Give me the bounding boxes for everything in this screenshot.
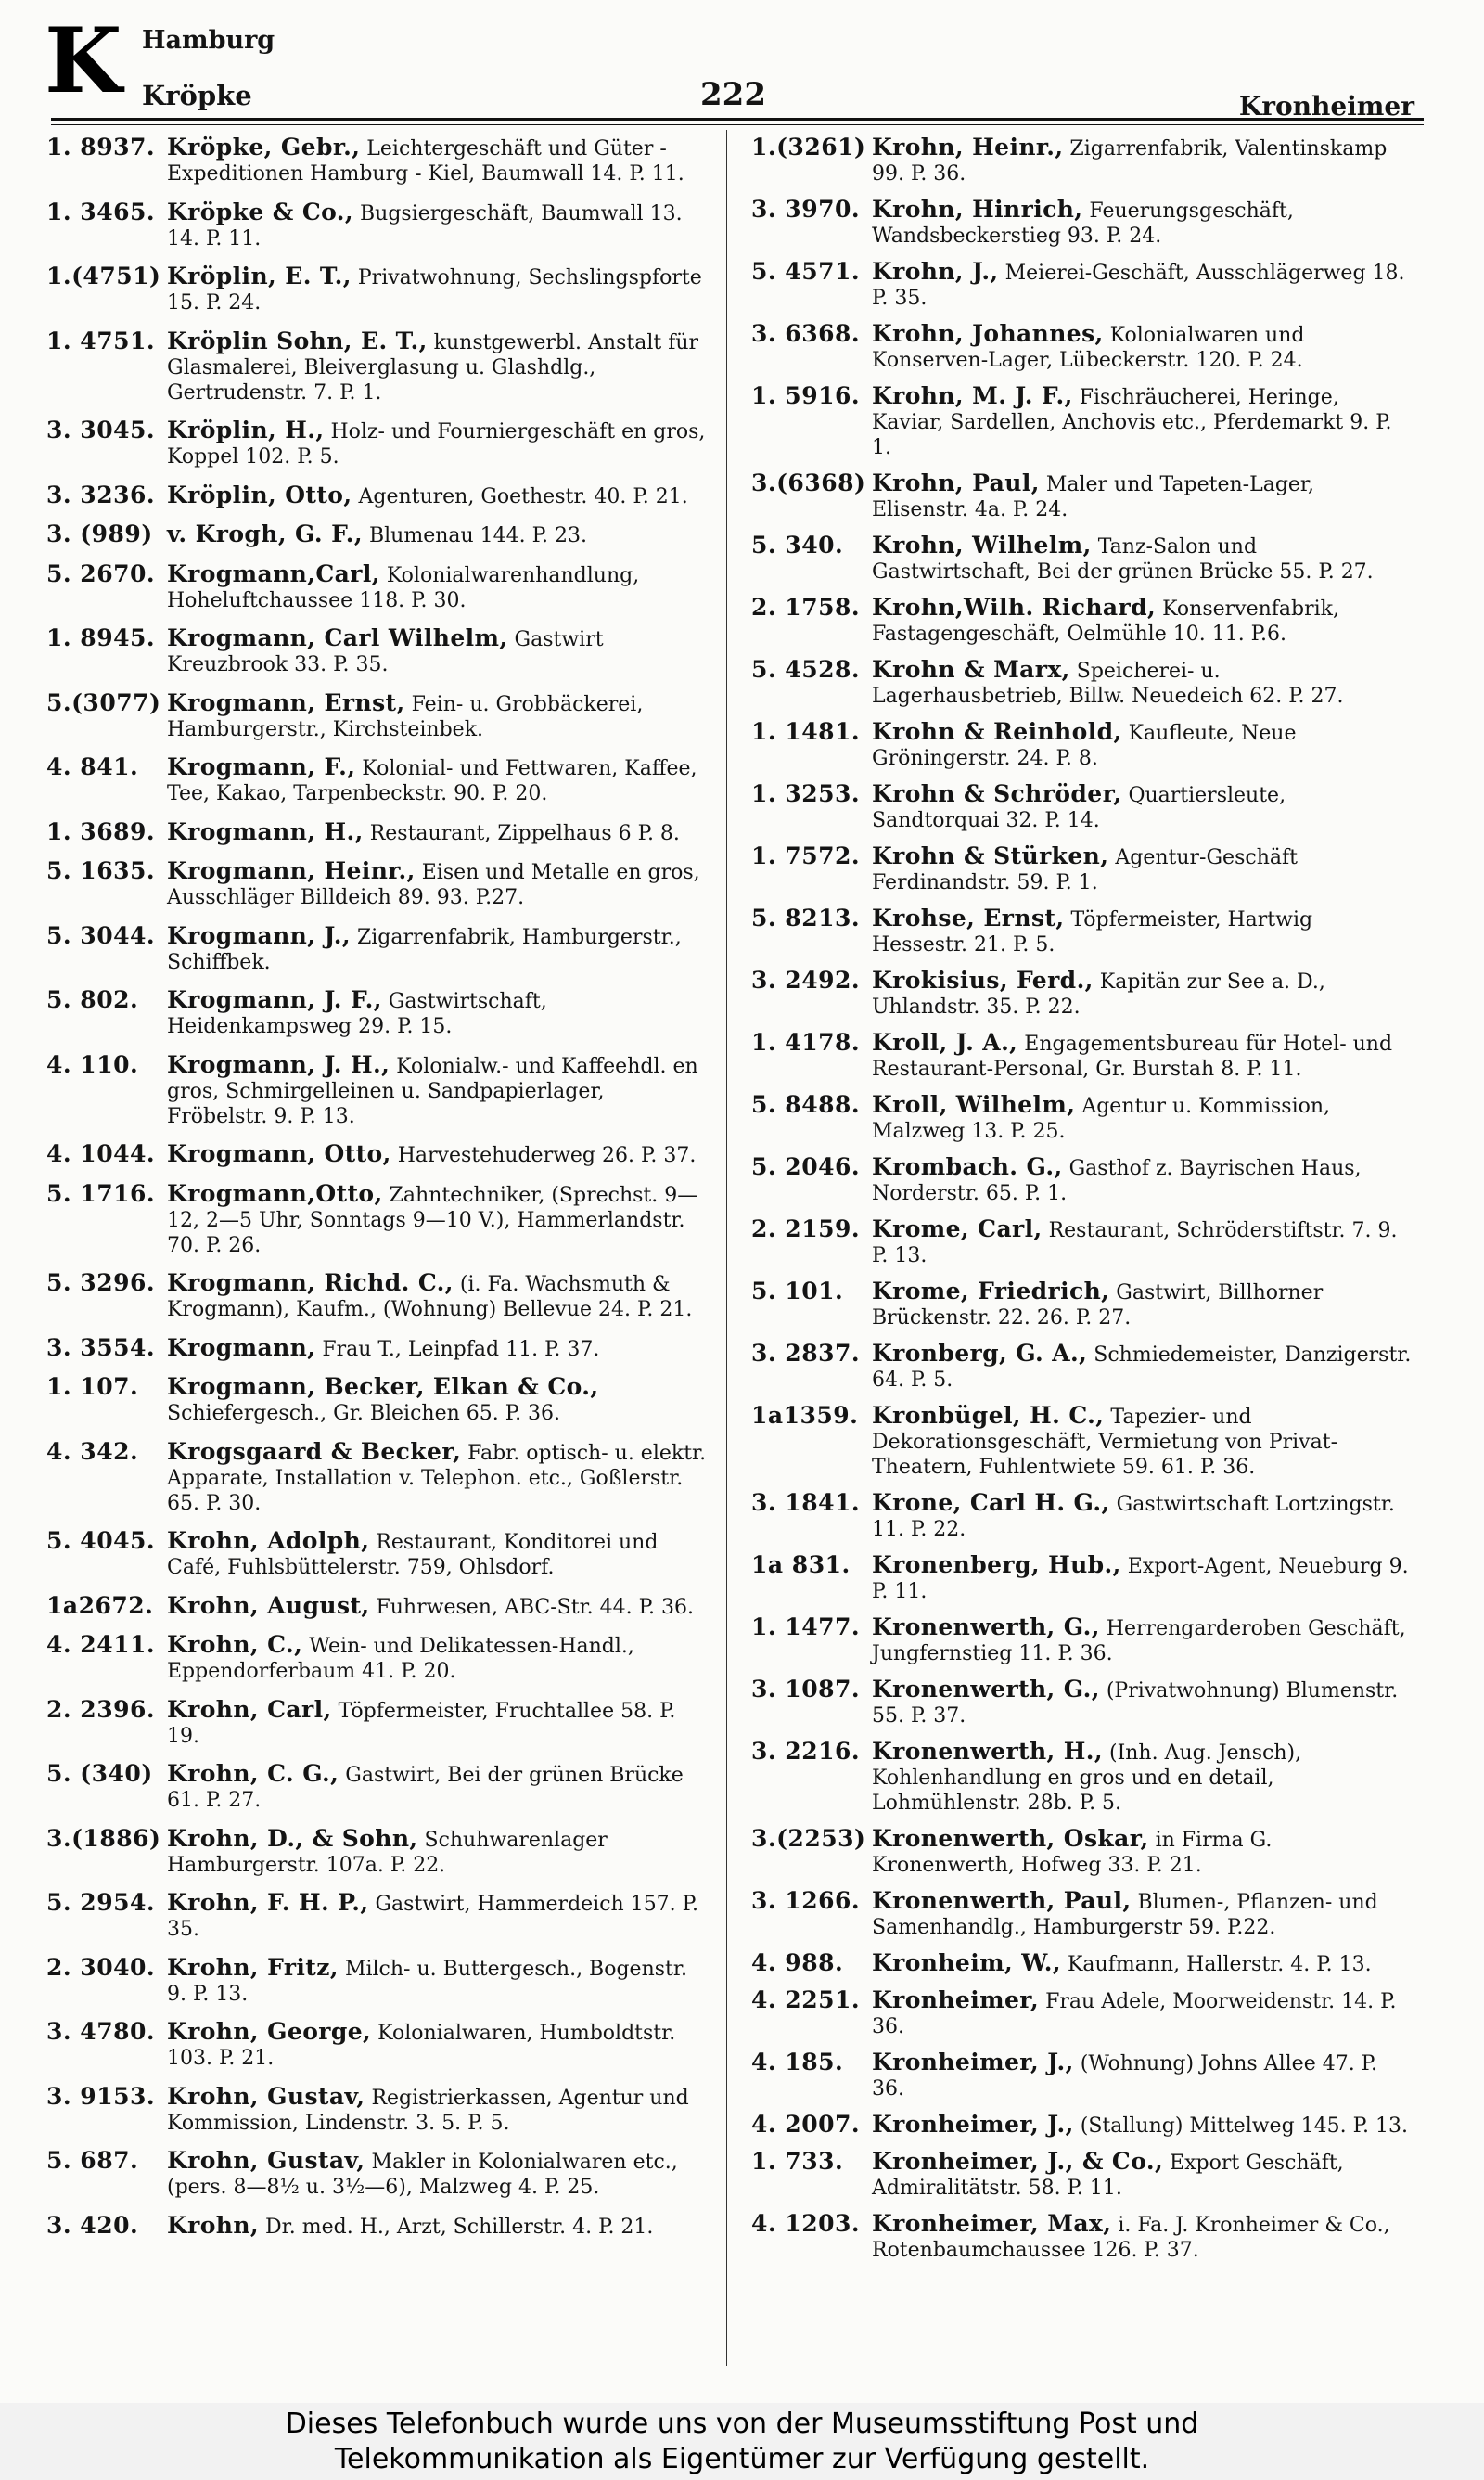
entry-details: Agenturen, Goethestr. 40. P. 21. (352, 484, 688, 508)
entry-details: Zigarrenfabrik, Valentinskamp 99. P. 36. (872, 137, 1388, 186)
entry-details: Fabr. optisch- u. elektr. Apparate, Installation v. Telephon. etc., Goßlerstr. 65. P. 30. (167, 1441, 707, 1515)
right-column (751, 135, 1412, 2273)
directory-entry (46, 858, 707, 910)
entry-name: Krohn, M. J. F., (872, 382, 1073, 409)
entry-details: Restaurant, Zippelhaus 6 P. 8. (363, 821, 680, 845)
entry-name: Krohn, Carl, (167, 1695, 332, 1723)
entry-details: in Firma G. Kronenwerth, Hofweg 33. P. 21. (872, 1829, 1273, 1877)
directory-entry (751, 719, 1412, 771)
directory-entry (46, 625, 707, 677)
entry-details: Gasthof z. Bayrischen Haus, Norderstr. 65. P. 1. (872, 1157, 1362, 1205)
header-city: Hamburg (142, 26, 275, 55)
footer-notice (0, 2403, 1484, 2480)
directory-entry (751, 1614, 1412, 1666)
entry-phone-number: 2. 3040. (46, 1953, 156, 1981)
entry-phone-number: 3. (989) (46, 520, 153, 547)
entry-details: Meierei-Geschäft, Ausschlägerweg 18. P. 35. (872, 262, 1405, 310)
directory-entry (751, 2149, 1412, 2201)
entry-details: Kaufmann, Hallerstr. 4. P. 13. (1060, 1953, 1372, 1976)
entry-phone-number: 5. 8213. (751, 905, 861, 932)
entry-phone-number: 5. 687. (46, 2147, 139, 2174)
directory-entry (751, 2050, 1412, 2101)
entry-details: Blumenau 144. P. 23. (362, 524, 587, 547)
directory-entry (46, 1052, 707, 1129)
directory-entry (751, 321, 1412, 373)
directory-entry (751, 2112, 1412, 2139)
directory-entry (46, 923, 707, 975)
entry-details: Gastwirt, Billhorner Brückenstr. 22. 26. P. 27. (872, 1281, 1324, 1330)
directory-entry (46, 2084, 707, 2136)
entry-name: Kronberg, G. A., (872, 1340, 1088, 1367)
header-left-keyword: Kröpke (142, 80, 252, 111)
entry-details: Fein- u. Grobbäckerei, Hamburgerstr., Kirchsteinbek. (167, 692, 644, 741)
directory-entry (751, 1826, 1412, 1878)
entry-details: Wein- und Delikatessen-Handl., Eppendorferbaum 41. P. 20. (167, 1635, 634, 1683)
directory-entry (46, 1439, 707, 1516)
directory-entry (751, 383, 1412, 460)
entry-details: (Stallung) Mittelweg 145. P. 13. (1073, 2114, 1408, 2138)
entry-name: Krohn, August, (167, 1591, 370, 1619)
entry-name: Krohn & Marx, (872, 656, 1070, 683)
entry-name: Krogmann, J. H., (167, 1050, 390, 1078)
entry-name: Krogmann, Ernst, (167, 688, 405, 716)
entry-phone-number: 1.(4751) (46, 263, 161, 289)
entry-details: (Wohnung) Johns Allee 47. P. 36. (872, 2052, 1378, 2101)
entry-phone-number: 1a1359. (751, 1402, 859, 1429)
entry-phone-number: 5. 101. (751, 1278, 844, 1304)
entry-phone-number: 4. 988. (751, 1949, 844, 1976)
entry-details: Kapitän zur See a. D., Uhlandstr. 35. P. 22. (872, 970, 1325, 1019)
directory-entry (751, 533, 1412, 585)
entry-name: Krogmann, H., (167, 817, 364, 845)
entry-phone-number: 5. 3044. (46, 921, 156, 949)
entry-phone-number: 4. 185. (751, 2049, 844, 2075)
entry-phone-number: 4. 1044. (46, 1140, 156, 1167)
entry-phone-number: 4. 342. (46, 1437, 139, 1465)
entry-phone-number: 5. 1635. (46, 857, 156, 884)
entry-name: Kröpke & Co., (167, 198, 354, 225)
directory-entry (751, 1490, 1412, 1542)
directory-entry (46, 1890, 707, 1942)
entry-details: Gastwirtschaft, Heidenkampsweg 29. P. 15. (167, 990, 547, 1038)
entry-name: Krogmann, Becker, Elkan & Co., (167, 1373, 599, 1400)
entry-phone-number: 3. 3970. (751, 196, 861, 223)
column-divider (726, 130, 727, 2366)
entry-phone-number: 1a 831. (751, 1551, 851, 1578)
section-letter: K (45, 8, 122, 113)
directory-entry (46, 1141, 707, 1168)
directory-entry (751, 2211, 1412, 2263)
entry-phone-number: 4. 110. (46, 1050, 139, 1078)
entry-details: Kolonialwaren, Humboldtstr. 103. P. 21. (167, 2022, 676, 2070)
directory-entry (46, 754, 707, 806)
directory-entry (751, 843, 1412, 895)
entry-name: Krogmann, Heinr., (167, 857, 416, 884)
entry-details: Frau T., Leinpfad 11. P. 37. (315, 1337, 600, 1361)
entry-details: Gastwirt, Hammerdeich 157. P. 35. (167, 1893, 699, 1941)
entry-phone-number: 1. 733. (751, 2148, 844, 2175)
entry-name: Kröplin, E. T., (167, 263, 352, 289)
entry-details: Restaurant, Konditorei und Café, Fuhlsbüttelerstr. 759, Ohlsdorf. (167, 1531, 659, 1579)
entry-phone-number: 2. 2159. (751, 1215, 861, 1242)
footer-line-2: Telekommunikation als Eigentümer zur Verfügung gestellt. (334, 2443, 1150, 2475)
entry-details: Gastwirtschaft Lortzingstr. 11. P. 22. (872, 1493, 1395, 1541)
entry-name: Kronenwerth, Paul, (872, 1887, 1132, 1914)
header-rule-thick (51, 118, 1424, 121)
entry-details: Agentur-Geschäft Ferdinandstr. 59. P. 1. (872, 846, 1298, 894)
entry-details: Fischräucherei, Heringe, Kaviar, Sardellen, Anchovis etc., Pferdemarkt 9. P. 1. (872, 386, 1392, 459)
directory-entry (46, 135, 707, 186)
entry-phone-number: 1. 8945. (46, 624, 156, 651)
entry-details: Leichtergeschäft und Güter - Expeditionen Hamburg - Kiel, Baumwall 14. P. 11. (167, 137, 684, 186)
entry-name: Krogmann, J. F., (167, 986, 382, 1013)
entry-name: Krohn, C., (167, 1631, 303, 1658)
entry-name: Krogmann, (167, 1333, 316, 1361)
directory-entry (751, 1279, 1412, 1330)
entry-name: Kröplin, Otto, (167, 481, 352, 508)
entry-details: Speicherei- u. Lagerhausbetrieb, Billw. Neuedeich 62. P. 27. (872, 660, 1344, 708)
entry-phone-number: 3. 3045. (46, 417, 156, 443)
entry-name: Kronenwerth, H., (872, 1738, 1103, 1765)
entry-details: i. Fa. J. Kronheimer & Co., Rotenbaumchaussee 126. P. 37. (872, 2214, 1390, 2262)
directory-entry (46, 2148, 707, 2200)
entry-details: Blumen-, Pflanzen- und Samenhandlg., Hamburgerstr 59. P.22. (872, 1891, 1378, 1939)
entry-name: Krohn, George, (167, 2018, 372, 2045)
entry-details: Töpfermeister, Hartwig Hessestr. 21. P. 5. (872, 908, 1313, 957)
entry-name: Krohn & Stürken, (872, 842, 1109, 869)
entry-details: Quartiersleute, Sandtorquai 32. P. 14. (872, 784, 1286, 832)
entry-phone-number: 4. 2007. (751, 2111, 861, 2138)
entry-phone-number: 5. 2046. (751, 1153, 861, 1180)
entry-details: Schuhwarenlager Hamburgerstr. 107a. P. 22. (167, 1828, 608, 1877)
entry-name: Kronenwerth, Oskar, (872, 1825, 1149, 1852)
entry-details: Milch- u. Buttergesch., Bogenstr. 9. P. 13. (167, 1957, 687, 2006)
entry-details: Tanz-Salon und Gastwirtschaft, Bei der grünen Brücke 55. P. 27. (872, 535, 1374, 584)
directory-entry (46, 1632, 707, 1684)
directory-entry (751, 259, 1412, 311)
entry-phone-number: 3. 6368. (751, 320, 861, 347)
entry-details: Töpfermeister, Fruchtallee 58. P. 19. (167, 1699, 676, 1748)
entry-details: Restaurant, Schröderstiftstr. 7. 9. P. 13. (872, 1219, 1398, 1267)
footer-line-1: Dieses Telefonbuch wurde uns von der Museumsstiftung Post und (285, 2408, 1199, 2440)
entry-name: Krohn, Paul, (872, 469, 1040, 496)
entry-name: Krohn, Heinr., (872, 134, 1064, 161)
entry-name: Krombach. G., (872, 1153, 1063, 1180)
entry-name: Krogmann, Richd. C., (167, 1269, 454, 1296)
directory-entry (46, 1181, 707, 1258)
entry-details: (i. Fa. Wachsmuth & Krogmann), Kaufm., (Wohnung) Bellevue 24. P. 21. (167, 1273, 693, 1321)
entry-details: Bugsiergeschäft, Baumwall 13. 14. P. 11. (167, 201, 683, 251)
directory-entry (751, 197, 1412, 249)
entry-details: Feuerungsgeschäft, Wandsbeckerstieg 93. P. 24. (872, 199, 1294, 248)
entry-phone-number: 5. (340) (46, 1760, 153, 1787)
entry-phone-number: 3. 9153. (46, 2082, 156, 2110)
directory-entry (46, 987, 707, 1039)
entry-phone-number: 5. 2954. (46, 1889, 156, 1916)
page-number: 222 (700, 76, 766, 113)
entry-details: Gastwirt Kreuzbrook 33. P. 35. (167, 628, 604, 676)
entry-name: Krohn, Adolph, (167, 1527, 370, 1554)
entry-name: Kröpke, Gebr., (167, 134, 361, 161)
entry-name: Krokisius, Ferd., (872, 967, 1094, 994)
entry-details: Eisen und Metalle en gros, Ausschläger Billdeich 89. 93. P.27. (167, 861, 700, 909)
entry-phone-number: 1. 4751. (46, 327, 156, 354)
entry-phone-number: 3. 2216. (751, 1738, 861, 1765)
directory-entry (751, 657, 1412, 709)
directory-entry (46, 1955, 707, 2007)
entry-name: Krohn, Gustav, (167, 2082, 365, 2110)
entry-details: Herrengarderoben Geschäft, Jungfernstieg 11. P. 36. (872, 1617, 1406, 1665)
entry-details: Schmiedemeister, Danzigerstr. 64. P. 5. (872, 1343, 1412, 1392)
entry-details: Zahntechniker, (Sprechst. 9—12, 2—5 Uhr, Sonntags 9—10 V.), Hammerlandstr. 70. P. 26. (167, 1183, 698, 1257)
entry-details: Privatwohnung, Sechslingspforte 15. P. 24. (167, 266, 702, 315)
entry-phone-number: 1. 4178. (751, 1029, 861, 1056)
entry-name: Krohn, (167, 2211, 260, 2239)
entry-phone-number: 2. 2396. (46, 1695, 156, 1723)
entry-name: Krohn, Fritz, (167, 1953, 339, 1981)
entry-name: Krohn, Johannes, (872, 320, 1104, 347)
directory-entry (46, 561, 707, 613)
entry-name: Krohn, D., & Sohn, (167, 1824, 418, 1852)
directory-entry (46, 418, 707, 469)
entry-name: Krome, Carl, (872, 1215, 1043, 1242)
entry-name: Kronenwerth, G., (872, 1613, 1100, 1640)
entry-phone-number: 5.(3077) (46, 688, 161, 716)
entry-name: Kronbügel, H. C., (872, 1402, 1105, 1429)
entry-phone-number: 1. 8937. (46, 134, 156, 161)
entry-phone-number: 4. 1203. (751, 2210, 861, 2237)
directory-entry (46, 199, 707, 251)
entry-name: Krogsgaard & Becker, (167, 1437, 462, 1465)
entry-details: Makler in Kolonialwaren etc., (pers. 8—8½ u. 3½—6), Malzweg 4. P. 25. (167, 2151, 678, 2199)
entry-phone-number: 1. 107. (46, 1373, 139, 1400)
entry-name: Kronenwerth, G., (872, 1676, 1100, 1703)
entry-details: Gastwirt, Bei der grünen Brücke 61. P. 27. (167, 1764, 684, 1812)
entry-name: Krome, Friedrich, (872, 1278, 1110, 1304)
entry-phone-number: 5. 1716. (46, 1179, 156, 1207)
entry-phone-number: 5. 2670. (46, 559, 156, 587)
directory-entry (751, 1739, 1412, 1816)
entry-name: Kronheimer, J., & Co., (872, 2148, 1164, 2175)
entry-phone-number: 3. 4780. (46, 2018, 156, 2045)
directory-entry (46, 328, 707, 405)
header-right-keyword: Kronheimer (1238, 91, 1414, 122)
entry-phone-number: 1. 1477. (751, 1613, 861, 1640)
entry-details: Konservenfabrik, Fastagengeschäft, Oelmühle 10. 11. P.6. (872, 598, 1339, 646)
entry-name: Krohn & Reinhold, (872, 718, 1122, 745)
entry-phone-number: 1. 3689. (46, 817, 156, 845)
directory-entry (46, 690, 707, 742)
entry-phone-number: 3. 2492. (751, 967, 861, 994)
entry-phone-number: 5. 802. (46, 986, 139, 1013)
entry-details: (Inh. Aug. Jensch), Kohlenhandlung en gros und en detail, Lohmühlenstr. 28b. P. 5. (872, 1741, 1302, 1815)
directory-entry (46, 1374, 707, 1426)
entry-name: Kröplin Sohn, E. T., (167, 327, 428, 354)
directory-entry (46, 1761, 707, 1813)
entry-phone-number: 3. 1087. (751, 1676, 861, 1703)
directory-entry (751, 781, 1412, 833)
directory-entry (751, 1950, 1412, 1977)
entry-details: Holz- und Fourniergeschäft en gros, Koppel 102. P. 5. (167, 420, 706, 469)
entry-name: Krohn, C. G., (167, 1760, 339, 1787)
directory-entry (751, 1677, 1412, 1728)
entry-phone-number: 1. 3253. (751, 780, 861, 807)
directory-entry (46, 521, 707, 548)
entry-details: Frau Adele, Moorweidenstr. 14. P. 36. (872, 1990, 1397, 2038)
directory-entry (46, 1270, 707, 1322)
entry-phone-number: 5. 8488. (751, 1091, 861, 1118)
entry-name: Krogmann, Carl Wilhelm, (167, 624, 508, 651)
directory-entry (751, 1987, 1412, 2039)
entry-details: Zigarrenfabrik, Hamburgerstr., Schiffbek. (167, 925, 682, 974)
directory-entry (46, 1528, 707, 1580)
directory-entry (751, 1403, 1412, 1480)
entry-details: Registrierkassen, Agentur und Kommission, Lindenstr. 3. 5. P. 5. (167, 2086, 689, 2135)
entry-name: Krohn, Wilhelm, (872, 532, 1092, 559)
directory-entry (46, 2213, 707, 2240)
entry-phone-number: 3. 3236. (46, 481, 156, 508)
directory-entry (46, 1593, 707, 1620)
entry-details: Fuhrwesen, ABC-Str. 44. P. 36. (369, 1595, 694, 1619)
entry-details: Kolonialwaren und Konserven-Lager, Lübeckerstr. 120. P. 24. (872, 324, 1305, 372)
entry-name: Kronenberg, Hub., (872, 1551, 1121, 1578)
directory-entry (751, 1216, 1412, 1268)
entry-details: Agentur u. Kommission, Malzweg 13. P. 25. (872, 1095, 1331, 1143)
entry-details: Kolonial- und Fettwaren, Kaffee, Tee, Kakao, Tarpenbeckstr. 90. P. 20. (167, 757, 697, 805)
directory-entry (751, 595, 1412, 647)
entry-phone-number: 1. 5916. (751, 382, 861, 409)
entry-name: Krohse, Ernst, (872, 905, 1065, 932)
entry-details: Export Geschäft, Admiralitätstr. 58. P. 11. (872, 2152, 1344, 2200)
entry-phone-number: 4. 2411. (46, 1631, 156, 1658)
directory-entry (751, 968, 1412, 1020)
entry-phone-number: 2. 1758. (751, 594, 861, 621)
entry-name: v. Krogh, G. F., (167, 520, 363, 547)
directory-entry (46, 482, 707, 509)
entry-details: Maler und Tapeten-Lager, Elisenstr. 4a. P. 24. (872, 473, 1315, 521)
entry-phone-number: 1.(3261) (751, 134, 866, 161)
entry-name: Krogmann,Otto, (167, 1179, 383, 1207)
entry-name: Krohn,Wilh. Richard, (872, 594, 1157, 621)
entry-phone-number: 1a2672. (46, 1591, 154, 1619)
entry-phone-number: 3. 420. (46, 2211, 139, 2239)
entry-details: Kaufleute, Neue Gröningerstr. 24. P. 8. (872, 722, 1297, 770)
directory-entry (751, 1888, 1412, 1940)
entry-details: Kolonialwarenhandlung, Hoheluftchaussee 118. P. 30. (167, 563, 640, 612)
directory-entry (751, 135, 1412, 186)
entry-name: Krone, Carl H. G., (872, 1489, 1110, 1516)
entry-phone-number: 1. 7572. (751, 842, 861, 869)
entry-name: Kronheimer, J., (872, 2111, 1074, 2138)
entry-name: Krogmann, Otto, (167, 1140, 391, 1167)
entry-phone-number: 1. 1481. (751, 718, 861, 745)
entry-name: Krohn, Hinrich, (872, 196, 1083, 223)
directory-entry (751, 1092, 1412, 1144)
entry-phone-number: 3. 1266. (751, 1887, 861, 1914)
entry-phone-number: 1. 3465. (46, 198, 156, 225)
entry-name: Krogmann, J., (167, 921, 351, 949)
entry-phone-number: 3.(6368) (751, 469, 866, 496)
entry-phone-number: 3.(2253) (751, 1825, 866, 1852)
entry-phone-number: 3. 1841. (751, 1489, 861, 1516)
directory-entry (751, 1341, 1412, 1393)
entry-name: Kroll, J. A., (872, 1029, 1018, 1056)
entry-name: Kronheimer, Max, (872, 2210, 1112, 2237)
entry-phone-number: 3. 2837. (751, 1340, 861, 1367)
entry-phone-number: 5. 4571. (751, 258, 861, 285)
entry-details: Schiefergesch., Gr. Bleichen 65. P. 36. (167, 1402, 561, 1425)
entry-details: Harvestehuderweg 26. P. 37. (390, 1144, 697, 1167)
entry-name: Krohn, J., (872, 258, 999, 285)
directory-entry (46, 819, 707, 846)
entry-phone-number: 3. 3554. (46, 1333, 156, 1361)
directory-entry (751, 1154, 1412, 1206)
entry-phone-number: 4. 841. (46, 753, 139, 780)
entry-details: Engagementsbureau für Hotel- und Restaurant-Personal, Gr. Burstah 8. P. 11. (872, 1033, 1393, 1081)
entry-phone-number: 5. 3296. (46, 1269, 156, 1296)
entry-phone-number: 5. 340. (751, 532, 844, 559)
entry-name: Kronheimer, J., (872, 2049, 1074, 2075)
entry-name: Kroll, Wilhelm, (872, 1091, 1076, 1118)
left-column (46, 135, 707, 2252)
directory-entry (46, 1826, 707, 1878)
entry-name: Krogmann,Carl, (167, 559, 380, 587)
directory-entry (46, 2019, 707, 2071)
entry-details: (Privatwohnung) Blumenstr. 55. P. 37. (872, 1679, 1399, 1728)
entry-name: Krogmann, F., (167, 753, 356, 780)
entry-name: Krohn, Gustav, (167, 2147, 365, 2174)
entry-details: Dr. med. H., Arzt, Schillerstr. 4. P. 21. (259, 2215, 654, 2239)
directory-entry (751, 470, 1412, 522)
entry-name: Kronheim, W., (872, 1949, 1061, 1976)
header-rule-thin (51, 124, 1424, 125)
entry-name: Krohn & Schröder, (872, 780, 1122, 807)
entry-phone-number: 4. 2251. (751, 1986, 861, 2013)
entry-details: kunstgewerbl. Anstalt für Glasmalerei, Bleiverglasung u. Glashdlg., Gertrudenstr. 7. P. 1. (167, 330, 699, 405)
directory-entry (46, 1697, 707, 1749)
entry-name: Krohn, F. H. P., (167, 1889, 369, 1916)
entry-phone-number: 3.(1886) (46, 1824, 161, 1852)
directory-entry (751, 906, 1412, 957)
directory-entry (46, 263, 707, 315)
directory-entry (46, 1335, 707, 1362)
directory-entry (751, 1552, 1412, 1604)
entry-phone-number: 5. 4528. (751, 656, 861, 683)
entry-phone-number: 5. 4045. (46, 1527, 156, 1554)
entry-details: Export-Agent, Neueburg 9. P. 11. (872, 1555, 1409, 1603)
entry-details: Kolonialw.- und Kaffeehdl. en gros, Schmirgelleinen u. Sandpapierlager, Fröbelstr. 9. P. 13. (167, 1054, 698, 1128)
entry-name: Kröplin, H., (167, 417, 325, 443)
entry-name: Kronheimer, (872, 1986, 1040, 2013)
entry-details: Tapezier- und Dekorationsgeschäft, Vermietung von Privat-Theatern, Fuhlentwiete 59. 61. P. 36. (872, 1406, 1338, 1479)
directory-entry (751, 1030, 1412, 1082)
